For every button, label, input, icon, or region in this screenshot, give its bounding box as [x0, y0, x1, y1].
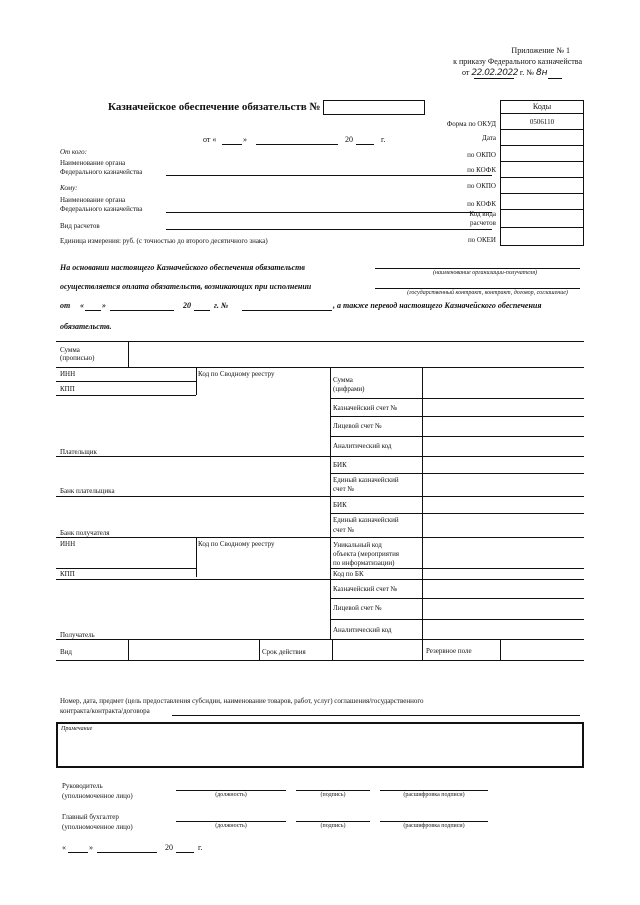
kofk2-label: по КОФК	[467, 200, 496, 208]
glav-dolzh-caption: (должность)	[215, 823, 247, 829]
date-from: от «	[203, 135, 217, 144]
analit2-label: Аналитический код	[333, 626, 392, 634]
okpo1-label: по ОКПО	[467, 151, 496, 159]
bank-pol-label: Банк получателя	[60, 529, 110, 537]
edin-kazn-2: счет №	[333, 485, 355, 493]
unik-kod-2: объекта (мероприятия	[333, 550, 400, 558]
basis-from: от	[60, 301, 71, 310]
vid-label: Вид	[60, 648, 72, 656]
glav-label-2: (уполномоченное лицо)	[62, 823, 133, 831]
basis-line-3-tail: , а также перевод настоящего Казначейского обеспечения	[333, 301, 542, 310]
bank-plat-label: Банк плательщика	[60, 487, 115, 495]
document-number-box[interactable]	[323, 100, 425, 115]
summa-cifr-2: (цифрами)	[333, 385, 365, 393]
note-label: Примечание	[61, 726, 93, 732]
basis-caption-2: (государственный контракт, контракт, договор, соглашение)	[407, 290, 568, 296]
kod-bk-label: Код по БК	[333, 570, 364, 578]
ruk-label-1: Руководитель	[62, 782, 103, 790]
platelshik-label: Плательщик	[60, 448, 97, 456]
ruk-dolzh-caption: (должность)	[215, 792, 247, 798]
basis-g-num: г. №	[214, 301, 229, 310]
basis-line-1: На основании настоящего Казначейского обеспечения обязательств	[60, 263, 305, 272]
unik-kod-1: Уникальный код	[333, 541, 382, 549]
kod-svod2-label: Код по Сводному реестру	[198, 540, 275, 548]
edin-kazn-4: счет №	[333, 526, 355, 534]
summa-propisyu-1: Сумма	[60, 346, 80, 354]
basis-quote-open: «	[80, 301, 84, 310]
okei-label: по ОКЕИ	[467, 236, 496, 244]
summa-propisyu-2: (прописью)	[60, 354, 95, 362]
kpp2-label: КПП	[60, 570, 75, 578]
appendix-from: от	[462, 68, 470, 77]
kod-vida-label-1: Код вида	[469, 210, 496, 218]
basis-caption-1: (наименование организации-получателя)	[433, 270, 537, 276]
organ-name-3: Наименование органа	[60, 196, 126, 204]
vid-rascheta-label: Вид расчетов	[60, 222, 100, 230]
basis-line-4: обязательств.	[60, 322, 112, 331]
glav-rasshifr-caption: (расшифровка подписи)	[403, 823, 465, 829]
okpo2-label: по ОКПО	[467, 182, 496, 190]
date-label: Дата	[482, 134, 496, 142]
basis-year: 20	[183, 301, 191, 310]
basis-quote-close: »	[102, 301, 106, 310]
units-label: Единица измерения: руб. (с точностью до второго десятичного знака)	[60, 237, 268, 245]
kofk1-label: по КОФК	[467, 166, 496, 174]
analit-label: Аналитический код	[333, 442, 392, 450]
purpose-line-2: контракта/контракта/договора	[60, 707, 150, 715]
okud-value: 0506110	[529, 118, 555, 126]
srok-label: Срок действия	[262, 648, 306, 656]
appendix-line-3	[462, 68, 592, 78]
bik-label: БИК	[333, 461, 347, 469]
glav-podpis-caption: (подпись)	[320, 823, 346, 829]
ruk-rasshifr-caption: (расшифровка подписи)	[403, 792, 465, 798]
komu-label: Кому:	[60, 184, 78, 192]
kpp-label: КПП	[60, 385, 75, 393]
licevoy2-label: Лицевой счет №	[333, 604, 382, 612]
rezerv-label: Резервное поле	[426, 647, 472, 655]
glav-label-1: Главный бухгалтер	[62, 813, 119, 821]
appendix-date-handwritten: 22.02.2022	[471, 68, 518, 78]
summa-cifr-1: Сумма	[333, 376, 353, 384]
kazn-schet2-label: Казначейский счет №	[333, 585, 398, 593]
appendix-number-label: г. №	[519, 68, 534, 77]
bik2-label: БИК	[333, 501, 347, 509]
licevoy-label: Лицевой счет №	[333, 422, 382, 430]
bottom-quote-open: «	[62, 843, 66, 852]
bottom-quote-close: »	[89, 843, 93, 852]
inn2-label: ИНН	[60, 540, 76, 548]
edin-kazn-1: Единый казначейский	[333, 476, 399, 484]
inn-label: ИНН	[60, 370, 76, 378]
bottom-g: г.	[198, 843, 203, 852]
bottom-year: 20	[165, 843, 173, 852]
appendix-line-1: Приложение № 1	[511, 46, 570, 55]
date-close-quote: »	[243, 135, 247, 144]
okud-label: Форма по ОКУД	[446, 120, 496, 128]
date-g: г.	[381, 135, 386, 144]
organ-name-1: Наименование органа	[60, 159, 126, 167]
ruk-label-2: (уполномоченное лицо)	[62, 792, 133, 800]
basis-line-2: осуществляется оплата обязательств, возникающих при исполнении	[60, 282, 312, 291]
organ-name-2: Федерального казначейства	[60, 168, 143, 176]
appendix-line-2: к приказу Федерального казначейства	[453, 57, 582, 66]
ot-kogo-label: От кого:	[60, 148, 87, 156]
organ-name-4: Федерального казначейства	[60, 205, 143, 213]
page-title: Казначейское обеспечение обязательств №	[108, 101, 321, 113]
codes-header: Коды	[532, 102, 552, 111]
poluchatel-label: Получатель	[60, 631, 95, 639]
kod-vida-label-2: расчетов	[470, 219, 496, 227]
appendix-number-handwritten: 8н	[535, 68, 548, 78]
note-box[interactable]	[56, 722, 584, 768]
purpose-line-1: Номер, дата, предмет (цель предоставления субсидии, наименование товаров, работ, услуг) соглашения/государственного	[60, 697, 424, 705]
date-year: 20	[345, 135, 353, 144]
unik-kod-3: по информатизации)	[333, 559, 395, 567]
ruk-podpis-caption: (подпись)	[320, 792, 346, 798]
kod-svod-label: Код по Сводному реестру	[198, 370, 275, 378]
edin-kazn-3: Единый казначейский	[333, 516, 399, 524]
kazn-schet-label: Казначейский счет №	[333, 404, 398, 412]
